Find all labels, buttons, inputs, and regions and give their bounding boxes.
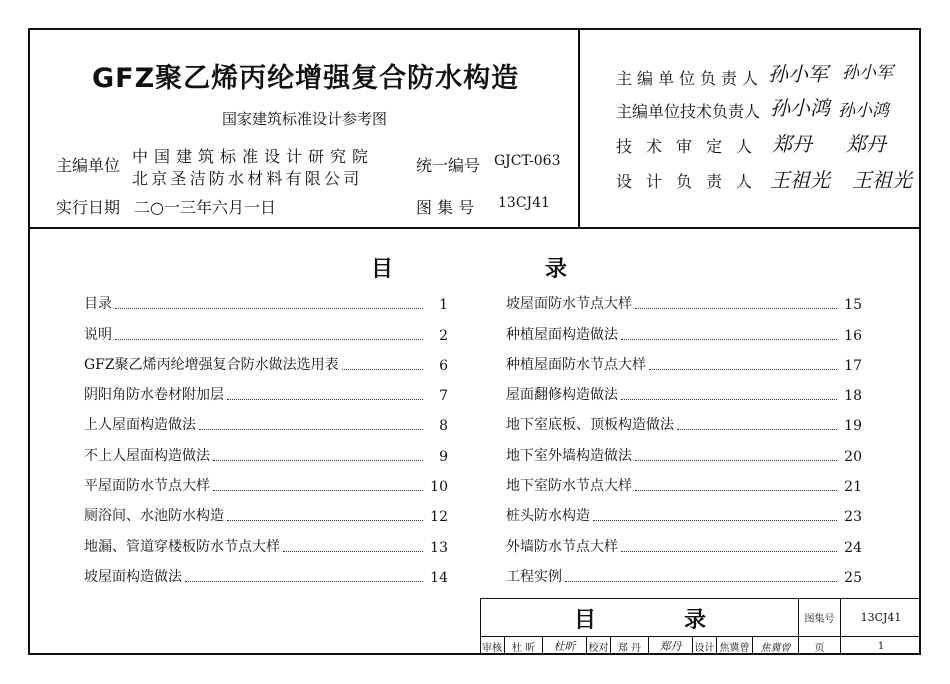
toc-item-name: 阴阳角防水卷材附加层	[84, 387, 224, 404]
sheet-title-right: 录	[683, 607, 706, 633]
toc-item-name: 种植屋面防水节点大样	[506, 356, 646, 373]
responsible-signature-4a: 王祖光	[770, 168, 830, 192]
toc-item-page: 17	[844, 357, 862, 374]
page-value: 1	[877, 640, 885, 652]
toc-leader-dots	[213, 490, 423, 491]
responsible-signature-4b: 王祖光	[852, 168, 912, 192]
review-name: 杜 昕	[511, 642, 536, 654]
toc-item[interactable]	[84, 344, 448, 374]
design-name: 焦冀曾	[719, 642, 750, 654]
responsible-role-1: 主编单位负责人	[616, 69, 764, 88]
toc-item[interactable]	[506, 344, 862, 374]
toc-item-name: 平屋面防水节点大样	[84, 478, 210, 495]
toc-item-name: 桩头防水构造	[506, 508, 590, 525]
page-label: 页	[814, 642, 825, 654]
toc-item-page: 12	[430, 509, 448, 526]
toc-item-name: 种植屋面构造做法	[506, 326, 618, 343]
toc-item[interactable]	[84, 556, 448, 586]
toc-item-name: 厕浴间、水池防水构造	[84, 508, 224, 525]
editor-unit-line2: 北京圣洁防水材料有限公司	[132, 169, 363, 188]
toc-item-page: 15	[844, 297, 862, 314]
toc-item-page: 24	[844, 539, 862, 556]
toc-item[interactable]	[506, 465, 862, 495]
toc-item-name: 地漏、管道穿楼板防水节点大样	[84, 538, 280, 555]
toc-item-name: GFZ聚乙烯丙纶增强复合防水做法选用表	[84, 356, 339, 373]
atlas-subtitle: 国家建筑标准设计参考图	[222, 110, 388, 128]
toc-heading-right: 录	[545, 257, 568, 282]
header-divider	[28, 227, 921, 229]
design-label: 设计	[694, 642, 715, 654]
toc-leader-dots	[199, 429, 423, 430]
atlas-title: GFZ聚乙烯丙纶增强复合防水构造	[92, 63, 520, 94]
toc-item[interactable]	[84, 495, 448, 525]
toc-leader-dots	[565, 581, 837, 582]
toc-heading-left: 目	[371, 257, 394, 282]
responsible-role-2: 主编单位技术负责人	[616, 102, 761, 121]
unified-number: GJCT-063	[494, 153, 561, 169]
check-label: 校对	[588, 642, 609, 654]
toc-item-page: 14	[430, 569, 448, 586]
toc-leader-dots	[621, 399, 837, 400]
toc-item-name: 地下室外墙构造做法	[506, 447, 632, 464]
toc-item-page: 1	[439, 297, 448, 314]
toc-item-page: 6	[439, 357, 448, 374]
review-signature: 杜昕	[553, 640, 576, 653]
toc-item[interactable]	[506, 434, 862, 464]
toc-item[interactable]	[506, 404, 862, 434]
toc-item-page: 8	[439, 418, 448, 435]
editor-unit-line1: 中国建筑标准设计研究院	[132, 147, 375, 166]
toc-left-column	[84, 283, 448, 586]
toc-item-page: 23	[844, 509, 862, 526]
toc-item[interactable]	[84, 374, 448, 404]
toc-item-page: 21	[844, 479, 862, 496]
responsible-signature-1a: 孙小军	[768, 62, 828, 86]
toc-item-page: 2	[439, 327, 448, 344]
responsible-signature-3a: 郑丹	[772, 132, 812, 156]
toc-item-name: 坡屋面构造做法	[84, 568, 182, 585]
toc-leader-dots	[635, 308, 837, 309]
toc-item-page: 7	[439, 388, 448, 405]
responsible-role-3: 技术审定人	[616, 137, 767, 156]
toc-leader-dots	[621, 339, 837, 340]
toc-item[interactable]	[84, 525, 448, 555]
effective-date: 二○一三年六月一日	[134, 198, 276, 217]
toc-leader-dots	[649, 369, 837, 370]
sheet-title-left: 目	[573, 607, 596, 633]
toc-item[interactable]	[506, 495, 862, 525]
toc-item-page: 16	[844, 327, 862, 344]
toc-leader-dots	[227, 399, 423, 400]
effective-date-label: 实行日期	[56, 198, 121, 217]
toc-leader-dots	[227, 520, 423, 521]
toc-leader-dots	[185, 581, 423, 582]
atlas-no-value: 13CJ41	[860, 610, 902, 624]
toc-item[interactable]	[84, 313, 448, 343]
responsible-signature-1b: 孙小军	[842, 63, 893, 83]
toc-item-page: 19	[844, 418, 862, 435]
toc-item-name: 坡屋面防水节点大样	[506, 296, 632, 313]
toc-leader-dots	[283, 551, 423, 552]
atlas-no-label: 图集号	[804, 613, 835, 625]
toc-item-page: 9	[439, 448, 448, 465]
design-signature: 焦冀曾	[760, 642, 791, 654]
toc-leader-dots	[213, 460, 423, 461]
review-label: 审核	[482, 642, 502, 654]
toc-item[interactable]	[506, 283, 862, 313]
atlas-number-label: 图 集 号	[416, 198, 475, 217]
responsible-role-4: 设计负责人	[616, 172, 767, 191]
toc-leader-dots	[677, 429, 837, 430]
responsible-signature-2a: 孙小鸿	[770, 96, 830, 120]
toc-item[interactable]	[506, 525, 862, 555]
toc-item-name: 地下室防水节点大样	[506, 478, 632, 495]
toc-item-name: 外墙防水节点大样	[506, 538, 618, 555]
toc-item[interactable]	[506, 556, 862, 586]
toc-leader-dots	[342, 369, 423, 370]
toc-leader-dots	[621, 551, 837, 552]
editor-unit-label: 主编单位	[56, 156, 121, 175]
toc-leader-dots	[115, 339, 423, 340]
responsible-signature-2b: 孙小鸿	[838, 101, 889, 121]
responsible-signature-3b: 郑丹	[846, 132, 886, 156]
toc-item-name: 不上人屋面构造做法	[84, 447, 210, 464]
toc-item[interactable]	[506, 374, 862, 404]
toc-item-page: 18	[844, 388, 862, 405]
check-signature: 郑丹	[659, 640, 682, 653]
toc-leader-dots	[593, 520, 837, 521]
toc-item-name: 屋面翻修构造做法	[506, 387, 618, 404]
toc-item[interactable]	[506, 313, 862, 343]
toc-item-name: 说明	[84, 326, 112, 343]
toc-leader-dots	[635, 490, 837, 491]
toc-item-name: 上人屋面构造做法	[84, 417, 196, 434]
toc-item-page: 13	[430, 539, 448, 556]
toc-item-page: 10	[430, 479, 448, 496]
toc-item-name: 地下室底板、顶板构造做法	[506, 417, 674, 434]
unified-number-label: 统一编号	[416, 156, 481, 175]
toc-item-name: 目录	[84, 296, 112, 313]
toc-item-page: 20	[844, 448, 862, 465]
toc-right-column	[506, 283, 862, 586]
toc-leader-dots	[635, 460, 837, 461]
toc-item[interactable]	[84, 434, 448, 464]
check-name: 郑 丹	[617, 642, 642, 654]
toc-item-name: 工程实例	[506, 568, 562, 585]
toc-item-page: 25	[844, 569, 862, 586]
header-vertical-divider	[578, 28, 580, 228]
toc-leader-dots	[115, 308, 423, 309]
atlas-number: 13CJ41	[498, 195, 550, 211]
toc-item[interactable]	[84, 404, 448, 434]
toc-item[interactable]	[84, 465, 448, 495]
toc-item[interactable]	[84, 283, 448, 313]
